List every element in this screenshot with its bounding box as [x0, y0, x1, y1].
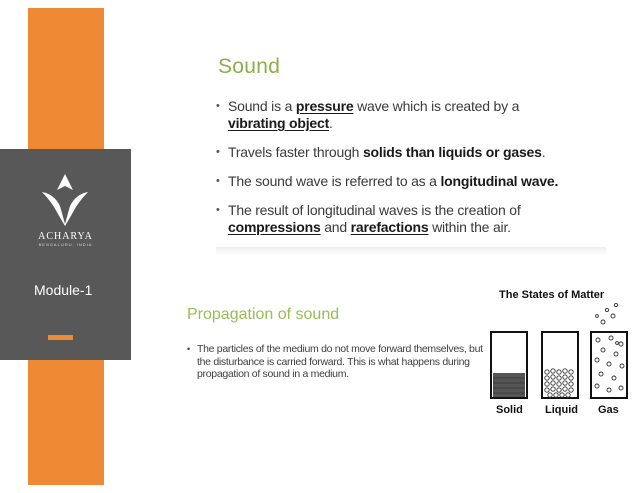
states-of-matter-title: The States of Matter	[499, 289, 605, 301]
slide-title: Sound	[218, 55, 281, 78]
bullet-keyword: pressure	[295, 98, 354, 114]
bullet-item	[216, 98, 576, 132]
bullet-item	[216, 173, 576, 190]
bullet-keyword: solids than liquids or gases	[362, 144, 542, 160]
bullet-text: Sound is a	[228, 98, 296, 114]
bullet-text: Travels faster through	[228, 144, 363, 160]
bullet-text: and	[320, 219, 351, 235]
bullet-keyword: longitudinal wave.	[440, 173, 559, 189]
logo-name: ACHARYA	[38, 231, 93, 242]
bullet-item	[216, 202, 576, 236]
solid-label: Solid	[496, 404, 523, 416]
bullet-keyword: rarefactions	[350, 219, 429, 235]
bullet-text: .	[329, 115, 333, 131]
module-label: Module-1	[34, 282, 93, 298]
liquid-label: Liquid	[545, 404, 578, 416]
propagation-title: Propagation of sound	[187, 306, 340, 323]
acharya-logo-icon	[36, 172, 94, 226]
bullet-text: The result of longitudinal waves is the creation of	[228, 202, 521, 218]
bullet-text: wave which is created by a	[353, 98, 520, 114]
bullet-text: within the air.	[428, 219, 511, 235]
bullet-text: The sound wave is referred to as a	[228, 173, 441, 189]
bullet-keyword: compressions	[228, 219, 321, 235]
divider-shadow	[216, 247, 606, 256]
bullet-keyword: vibrating object	[228, 115, 330, 131]
states-of-matter-illustration	[485, 300, 633, 410]
module-dash	[48, 335, 73, 340]
sound-bullet-list	[216, 98, 576, 248]
bullet-item	[216, 144, 576, 161]
bullet-text: .	[541, 144, 546, 160]
logo-subtitle: BENGALURU, INDIA	[38, 242, 93, 247]
propagation-text: • The particles of the medium do not move forward themselves, but the disturbance is carried forward. This is what happens during propagation of sound in a medium.	[187, 343, 487, 381]
gas-label: Gas	[598, 404, 619, 416]
